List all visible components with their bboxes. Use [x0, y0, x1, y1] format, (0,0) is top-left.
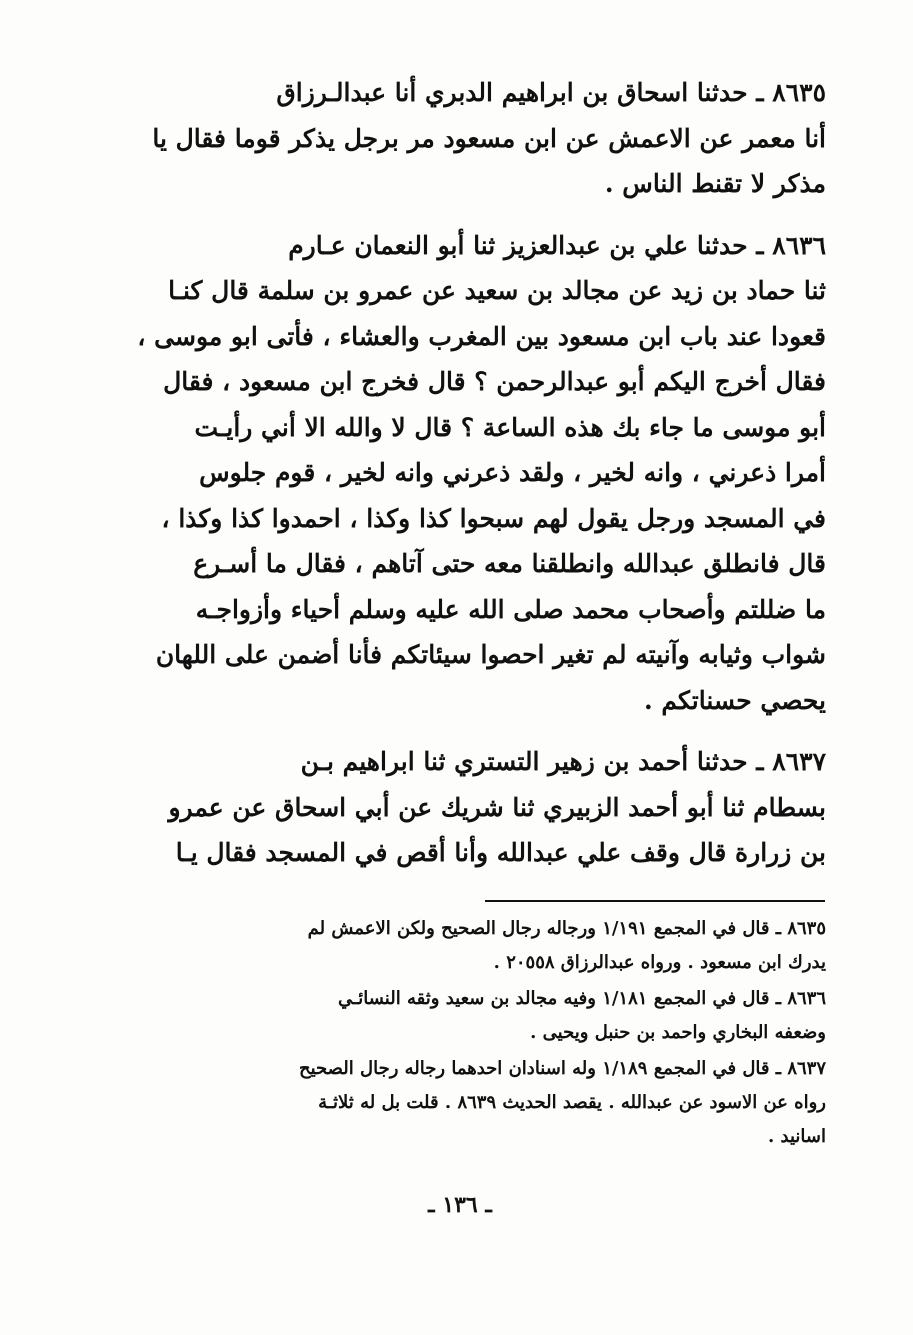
text-line: قال فانطلق عبدالله وانطلقنا معه حتى آتاهم ، فقال ما أسـرع — [193, 549, 826, 578]
text-line: أمرا ذعرني ، وانه لخير ، ولقد ذعرني وانه لخير ، قوم جلوس — [199, 458, 826, 487]
footnote-separator — [485, 900, 825, 902]
text-line: ٨٦٣٦ ـ حدثنا علي بن عبدالعزيز ثنا أبو النعمان عـارم — [288, 230, 826, 260]
footnote-line: ٨٦٣٧ ـ قال في المجمع ١/١٨٩ وله اسنادان احدهما رجاله رجال الصحيح — [298, 1058, 826, 1079]
text-line: أنا معمر عن الاعمش عن ابن مسعود مر برجل يذكر قوما فقال يا — [152, 123, 826, 153]
main-text — [110, 70, 826, 892]
text-line: ما ضللتم وأصحاب محمد صلى الله عليه وسلم أحياء وأزواجـه — [195, 594, 826, 624]
hadith-entry — [110, 223, 826, 724]
footnote-line: ٨٦٣٥ ـ قال في المجمع ١/١٩١ ورجاله رجال الصحيح ولكن الاعمش لم — [307, 918, 826, 939]
text-line: بن زرارة قال وقف علي عبدالله وأنا أقص في المسجد فقال يـا — [175, 838, 826, 867]
footnote-line: وضعفه البخاري واحمد بن حنبل ويحيى . — [530, 1022, 826, 1043]
text-line: مذكر لا تقنط الناس . — [604, 169, 826, 198]
footnote — [110, 982, 826, 1050]
footnote — [110, 912, 826, 980]
footnote-line: يدرك ابن مسعود . ورواه عبدالرزاق ٢٠٥٥٨ . — [493, 952, 826, 973]
text-line: يحصي حسناتكم . — [643, 685, 826, 715]
text-line: ثنا حماد بن زيد عن مجالد بن سعيد عن عمرو بن سلمة قال كنـا — [168, 276, 826, 305]
text-line: قعودا عند باب ابن مسعود بين المغرب والعشاء ، فأتى ابو موسى ، — [137, 321, 826, 351]
text-line: أبو موسى ما جاء بك هذه الساعة ؟ قال لا والله الا أني رأيـت — [194, 412, 826, 442]
page-number: ـ ١٣٦ ـ — [428, 1192, 492, 1218]
footnotes — [110, 912, 826, 1156]
hadith-entry — [110, 70, 826, 207]
footnote-line: رواه عن الاسود عن عبدالله . يقصد الحديث ٨٦٣٩ . قلت بل له ثلاثـة — [318, 1092, 826, 1113]
footnote-line: اسانيد . — [768, 1126, 826, 1147]
text-line: شواب وثيابه وآنيته لم تغير احصوا سيئاتكم فأنا أضمن على اللهان — [155, 640, 826, 669]
footnote — [110, 1052, 826, 1154]
hadith-entry — [110, 739, 826, 876]
text-line: بسطام ثنا أبو أحمد الزبيري ثنا شريك عن أبي اسحاق عن عمرو — [168, 792, 826, 822]
footnote-line: ٨٦٣٦ ـ قال في المجمع ١/١٨١ وفيه مجالد بن سعيد وثقه النسائـي — [337, 988, 826, 1009]
text-line: فقال أخرج اليكم أبو عبدالرحمن ؟ قال فخرج ابن مسعود ، فقال — [163, 367, 826, 396]
text-line: ٨٦٣٥ ـ حدثنا اسحاق بن ابراهيم الدبري أنا عبدالـرزاق — [276, 78, 826, 107]
text-line: في المسجد ورجل يقول لهم سبحوا كذا وكذا ، احمدوا كذا وكذا ، — [161, 503, 826, 533]
text-line: ٨٦٣٧ ـ حدثنا أحمد بن زهير التستري ثنا ابراهيم بـن — [300, 747, 826, 776]
